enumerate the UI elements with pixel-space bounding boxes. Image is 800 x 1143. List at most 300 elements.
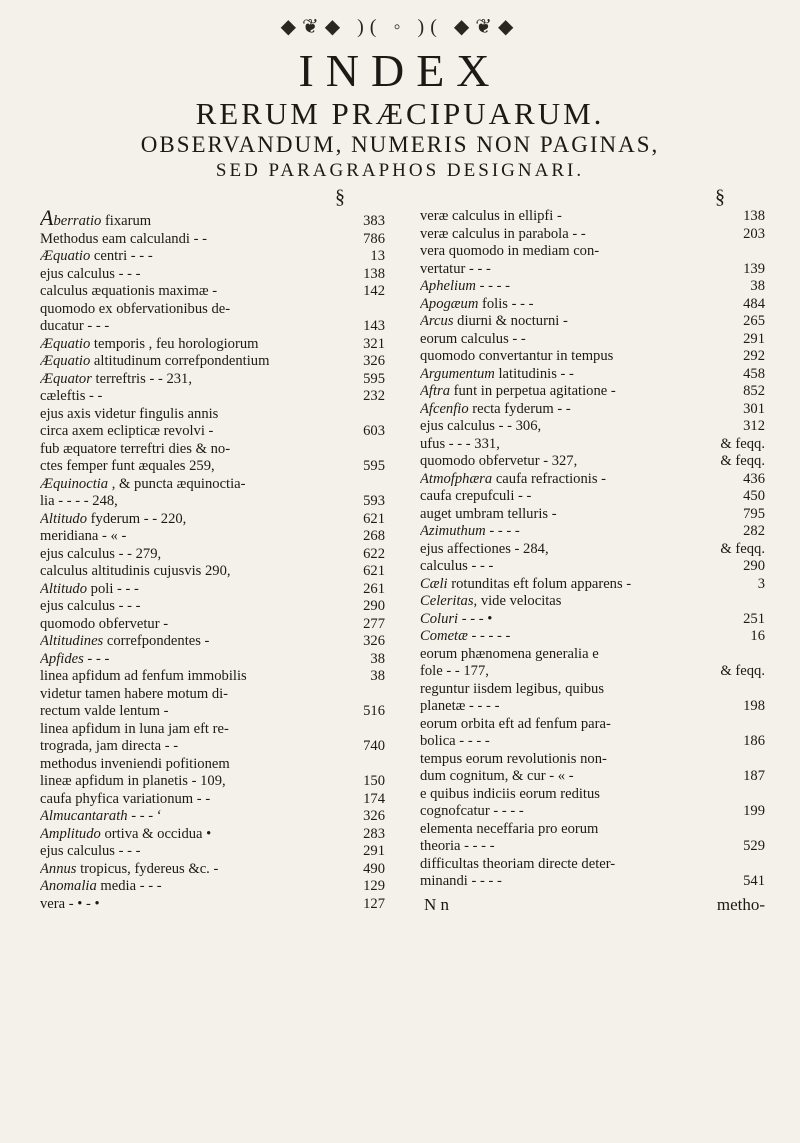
- entry-body: fixarum: [101, 213, 152, 229]
- entry-text: [420, 786, 761, 804]
- entry-paragraph-number: 484: [743, 295, 765, 312]
- entry-head: Altitudo: [40, 580, 88, 597]
- entry-paragraph-number: 232: [363, 388, 385, 404]
- entry-head: Apogæum: [420, 295, 479, 312]
- entry-text: [420, 261, 739, 279]
- entry-paragraph-number: 321: [363, 335, 385, 352]
- index-entry: [40, 581, 385, 599]
- entry-text: [40, 756, 381, 774]
- entry-paragraph-number: 290: [363, 598, 385, 614]
- entry-paragraph-number: 593: [363, 493, 385, 509]
- entry-body: cognofcatur - - - -: [420, 803, 524, 819]
- entry-text: [40, 441, 381, 459]
- index-entry: [420, 698, 765, 716]
- entry-paragraph-number: 301: [743, 400, 765, 417]
- entry-text: [40, 633, 359, 651]
- entry-head: Amplitudo: [40, 825, 101, 842]
- index-entry: [420, 541, 765, 559]
- entry-body: vera quomodo in mediam con-: [420, 243, 600, 259]
- entry-text: [40, 423, 359, 441]
- entry-paragraph-number: 138: [363, 265, 385, 282]
- entry-paragraph-number: 852: [743, 383, 765, 399]
- entry-paragraph-number: 198: [743, 698, 765, 714]
- entry-text: [420, 681, 761, 699]
- entry-text: [40, 826, 359, 844]
- entry-paragraph-number: 127: [363, 895, 385, 912]
- entry-body: meridiana - « -: [40, 528, 127, 544]
- index-entry: [40, 371, 385, 389]
- entry-body: dum cognitum, & cur - « -: [420, 768, 574, 784]
- entry-text: [40, 843, 359, 861]
- index-entry: [40, 878, 385, 896]
- entry-text: [40, 791, 359, 809]
- entry-body: vera - • - •: [40, 895, 100, 912]
- entry-body: tempus eorum revolutionis non-: [420, 750, 607, 767]
- index-entry: [420, 471, 765, 489]
- entry-text: [40, 896, 359, 914]
- entry-body: planetæ - - - -: [420, 698, 500, 714]
- entry-paragraph-number: 265: [743, 313, 765, 329]
- entry-text: [420, 208, 739, 226]
- entry-text: [420, 838, 739, 856]
- entry-paragraph-number: 199: [743, 803, 765, 819]
- entry-body: - - -: [83, 650, 110, 667]
- index-entry: [420, 786, 765, 804]
- entry-body: eorum orbita eft ad fenfum para-: [420, 715, 611, 732]
- entry-text: [420, 453, 716, 471]
- right-entry-list: [420, 208, 765, 891]
- entry-body: eorum phænomena generalia e: [420, 645, 599, 662]
- index-entry: [420, 436, 765, 454]
- index-entry: [420, 366, 765, 384]
- entry-text: [420, 243, 761, 261]
- entry-paragraph-number: 187: [743, 768, 765, 784]
- entry-body: reguntur iisdem legibus, quibus: [420, 680, 605, 697]
- entry-text: [420, 348, 739, 366]
- entry-body: cæleftis - -: [40, 388, 103, 404]
- entry-text: [40, 721, 381, 739]
- index-entry: [420, 751, 765, 769]
- index-entry: [40, 208, 385, 231]
- entry-paragraph-number: 277: [363, 615, 385, 632]
- entry-body: minandi - - - -: [420, 873, 502, 889]
- entry-text: [40, 878, 359, 896]
- entry-body: quomodo obfervetur -: [40, 615, 169, 632]
- entry-body: ctes femper funt æquales 259,: [40, 458, 215, 474]
- entry-body: funt in perpetua agitatione -: [450, 383, 616, 399]
- entry-text: [420, 418, 739, 436]
- entry-text: [420, 278, 746, 296]
- entry-body: ejus calculus - - -: [40, 265, 141, 282]
- entry-paragraph-number: 312: [743, 418, 765, 434]
- index-entry: [420, 313, 765, 331]
- entry-text: [420, 803, 739, 821]
- index-entry: [40, 738, 385, 756]
- entry-body: media - - -: [96, 878, 162, 894]
- entry-body: centri - - -: [90, 248, 153, 264]
- index-entry: [40, 808, 385, 826]
- index-entry: [40, 843, 385, 861]
- entry-body: videtur tamen habere motum di-: [40, 685, 229, 702]
- entry-head: Coluri: [420, 610, 459, 627]
- index-entry: [420, 488, 765, 506]
- entry-head: Aftra: [420, 383, 450, 399]
- entry-body: folis - - -: [478, 295, 534, 312]
- entry-text: [40, 686, 381, 704]
- entry-paragraph-number: 326: [363, 353, 385, 369]
- entry-body: - - - •: [458, 610, 493, 627]
- entry-text: [420, 436, 716, 454]
- entry-text: [420, 873, 739, 891]
- entry-text: [40, 388, 359, 406]
- entry-text: [420, 506, 739, 524]
- entry-paragraph-number: 450: [743, 488, 765, 504]
- entry-text: [40, 738, 359, 756]
- entry-body: eorum calculus - -: [420, 330, 526, 347]
- entry-text: [420, 593, 761, 611]
- index-entry: [420, 733, 765, 751]
- entry-text: [40, 336, 359, 354]
- entry-body: ejus affectiones - 284,: [420, 540, 549, 557]
- entry-text: [420, 313, 739, 331]
- index-entry: [40, 318, 385, 336]
- entry-text: [420, 471, 739, 489]
- entry-body: temporis , feu horologiorum: [90, 335, 259, 352]
- index-entry: [420, 523, 765, 541]
- entry-head: Altitudines: [40, 633, 104, 649]
- entry-text: [420, 558, 739, 576]
- entry-paragraph-number: 603: [363, 423, 385, 439]
- entry-text: [420, 331, 739, 349]
- entry-body: lineæ apfidum in planetis - 109,: [40, 773, 226, 789]
- entry-body: diurni & nocturni -: [453, 313, 568, 329]
- entry-body: ufus - - - 331,: [420, 435, 500, 452]
- index-entry: [40, 651, 385, 669]
- entry-body: latitudinis - -: [494, 365, 574, 382]
- note-line-1: OBSERVANDUM, NUMERIS NON PAGINAS,: [140, 132, 660, 157]
- entry-paragraph-number: 13: [370, 248, 385, 264]
- entry-text: [420, 628, 746, 646]
- entry-paragraph-number: 292: [743, 348, 765, 364]
- index-entry: [420, 768, 765, 786]
- entry-head: Atmofphæra: [420, 470, 493, 487]
- index-entry: [40, 336, 385, 354]
- entry-paragraph-number: & feqq.: [720, 453, 765, 469]
- entry-paragraph-number: 129: [363, 878, 385, 894]
- index-entry: [420, 331, 765, 349]
- entry-text: [420, 383, 739, 401]
- entry-body: ejus calculus - - -: [40, 843, 141, 859]
- entry-paragraph-number: 490: [363, 860, 385, 877]
- entry-text: [40, 476, 381, 494]
- entry-body: Methodus eam calculandi - -: [40, 230, 207, 247]
- index-entry: [40, 458, 385, 476]
- entry-text: [40, 231, 359, 249]
- entry-head: Æquatio: [40, 335, 91, 352]
- entry-text: [40, 353, 359, 371]
- entry-paragraph-number: 458: [743, 365, 765, 382]
- index-entry: [420, 418, 765, 436]
- entry-text: [40, 318, 359, 336]
- entry-text: [40, 301, 381, 319]
- entry-text: [420, 523, 739, 541]
- entry-head: Cæli: [420, 575, 448, 592]
- entry-body: , vide velocitas: [473, 593, 562, 609]
- entry-body: quomodo convertantur in tempus: [420, 348, 614, 364]
- entry-body: quomodo obfervetur - 327,: [420, 453, 578, 469]
- entry-paragraph-number: 541: [743, 873, 765, 889]
- index-entry: [40, 248, 385, 266]
- entry-paragraph-number: 186: [743, 733, 765, 749]
- entry-head: Celeritas: [420, 593, 474, 609]
- entry-body: ejus calculus - - -: [40, 598, 141, 614]
- entry-head: Æquatio: [40, 248, 91, 264]
- entry-paragraph-number: 38: [750, 278, 765, 294]
- entry-paragraph-number: 261: [363, 580, 385, 597]
- entry-paragraph-number: 142: [363, 283, 385, 299]
- entry-text: [420, 733, 739, 751]
- page-subtitle: RERUM PRÆCIPUARUM.: [195, 96, 605, 131]
- entry-text: [420, 698, 739, 716]
- entry-body: caufa refractionis -: [492, 470, 607, 487]
- entry-paragraph-number: & feqq.: [720, 540, 765, 557]
- entry-text: [40, 861, 359, 879]
- entry-head: Annus: [40, 860, 77, 877]
- entry-text: [40, 458, 359, 476]
- entry-text: [40, 511, 359, 529]
- entry-body: vertatur - - -: [420, 260, 491, 277]
- entry-body: quomodo ex obfervationibus de-: [40, 300, 231, 317]
- entry-body: - - - ‘: [127, 808, 162, 824]
- entry-text: [420, 611, 739, 629]
- entry-body: correfpondentes -: [103, 633, 210, 649]
- entry-text: [420, 576, 754, 594]
- entry-text: [420, 751, 761, 769]
- entry-head: Argumentum: [420, 365, 495, 382]
- index-entry: [420, 558, 765, 576]
- entry-paragraph-number: 174: [363, 790, 385, 807]
- entry-text: [40, 248, 366, 266]
- entry-paragraph-number: 621: [363, 563, 385, 579]
- entry-text: [40, 616, 359, 634]
- entry-head: Arcus: [420, 313, 454, 329]
- signature-mark: N n: [424, 894, 450, 914]
- entry-text: [420, 401, 739, 419]
- index-entry: [420, 663, 765, 681]
- entry-text: [420, 821, 761, 839]
- index-entry: [40, 476, 385, 494]
- left-entry-list: [40, 208, 385, 913]
- entry-text: [420, 541, 716, 559]
- entry-head: Anomalia: [40, 878, 97, 894]
- entry-body: trograda, jam directa - -: [40, 738, 179, 754]
- index-entry: [40, 896, 385, 914]
- index-entry: [420, 576, 765, 594]
- entry-body: ejus axis videtur fingulis annis: [40, 405, 219, 422]
- entry-body: ducatur - - -: [40, 318, 110, 334]
- index-entry: [420, 628, 765, 646]
- index-entry: [420, 401, 765, 419]
- entry-body: rotunditas eft folum apparens -: [447, 575, 632, 592]
- index-entry: [40, 266, 385, 284]
- index-entry: [420, 821, 765, 839]
- initial-capital: A: [40, 208, 54, 230]
- entry-paragraph-number: 622: [363, 545, 385, 562]
- index-entry: [420, 856, 765, 874]
- index-entry: [40, 423, 385, 441]
- entry-body: difficultas theoriam directe deter-: [420, 855, 616, 872]
- entry-paragraph-number: & feqq.: [720, 663, 765, 679]
- index-entry: [40, 441, 385, 459]
- index-entry: [40, 773, 385, 791]
- entry-body: veræ calculus in parabola - -: [420, 225, 586, 242]
- entry-head: [40, 208, 102, 230]
- entry-text: [40, 651, 366, 669]
- entry-body: calculus altitudinis cujusvis 290,: [40, 563, 231, 579]
- entry-text: [40, 563, 359, 581]
- entry-body: methodus inveniendi pofitionem: [40, 755, 230, 772]
- entry-paragraph-number: 251: [743, 610, 765, 627]
- entry-body: linea apfidum ad fenfum immobilis: [40, 668, 247, 684]
- entry-text: [40, 208, 359, 231]
- index-entry: [40, 826, 385, 844]
- entry-body: fole - - 177,: [420, 663, 489, 679]
- entry-text: [40, 283, 359, 301]
- entry-body: e quibus indiciis eorum reditus: [420, 785, 600, 802]
- page-title: INDEX: [298, 45, 502, 96]
- entry-paragraph-number: 38: [370, 668, 385, 684]
- entry-body: ejus calculus - - 279,: [40, 545, 162, 562]
- entry-paragraph-number: 150: [363, 773, 385, 789]
- index-entry: [40, 546, 385, 564]
- entry-text: [40, 598, 359, 616]
- entry-body: caufa crepufculi - -: [420, 488, 532, 504]
- entry-text: [40, 703, 359, 721]
- index-entry: [420, 873, 765, 891]
- entry-paragraph-number: 740: [363, 738, 385, 754]
- entry-body: tropicus, fydereus &c. -: [76, 860, 219, 877]
- right-column: [420, 186, 765, 915]
- index-entry: [40, 598, 385, 616]
- entry-text: [40, 371, 359, 389]
- index-entry: [40, 231, 385, 249]
- entry-text: [40, 406, 381, 424]
- entry-text: [420, 296, 739, 314]
- entry-head: Azimuthum: [420, 523, 486, 539]
- entry-text: [40, 668, 366, 686]
- entry-body: poli - - -: [87, 580, 139, 597]
- entry-text: [40, 546, 359, 564]
- entry-text: [40, 581, 359, 599]
- entry-body: recta fyderum - -: [468, 400, 571, 417]
- entry-body: fub æquatore terreftri dies & no-: [40, 440, 231, 457]
- index-entry: [40, 353, 385, 371]
- entry-paragraph-number: 3: [757, 575, 765, 592]
- entry-text: [40, 773, 359, 791]
- entry-body: calculus - - -: [420, 558, 494, 574]
- entry-head: Almucantarath: [40, 808, 128, 824]
- entry-text: [420, 226, 739, 244]
- index-entry: [420, 296, 765, 314]
- entry-paragraph-number: 326: [363, 633, 385, 649]
- entry-paragraph-number: 290: [743, 558, 765, 574]
- entry-paragraph-number: & feqq.: [720, 435, 765, 452]
- index-entry: [420, 278, 765, 296]
- entry-body: , & puncta æquinoctia-: [108, 475, 246, 492]
- entry-body: caufa phyfica variationum - -: [40, 790, 211, 807]
- entry-body: altitudinum correfpondentium: [90, 353, 270, 369]
- section-mark-left: §: [335, 186, 345, 208]
- entry-paragraph-number: 282: [743, 523, 765, 539]
- entry-paragraph-number: 326: [363, 808, 385, 824]
- index-entry: [40, 528, 385, 546]
- index-entry: [420, 838, 765, 856]
- entry-body: veræ calculus in ellipfi -: [420, 208, 562, 224]
- index-entry: [40, 686, 385, 704]
- index-entry: [420, 208, 765, 226]
- entry-body: - - - - -: [467, 628, 511, 644]
- page-footer: [420, 895, 765, 915]
- index-entry: [420, 716, 765, 734]
- entry-paragraph-number: 621: [363, 510, 385, 527]
- entry-body: lia - - - - 248,: [40, 493, 118, 509]
- entry-body: bolica - - - -: [420, 733, 490, 749]
- catchword: metho-: [716, 894, 765, 914]
- entry-paragraph-number: 291: [363, 843, 385, 859]
- entry-head: Æquator: [40, 370, 92, 387]
- index-entry: [420, 348, 765, 366]
- entry-head: Afcenfio: [420, 400, 469, 417]
- index-entry: [420, 611, 765, 629]
- note-line-2: SED PARAGRAPHOS DESIGNARI.: [215, 160, 585, 181]
- index-entry: [40, 861, 385, 879]
- section-mark-right: §: [715, 186, 725, 208]
- entry-text: [420, 768, 739, 786]
- index-entry: [420, 226, 765, 244]
- entry-body: terreftris - - 231,: [91, 370, 192, 387]
- entry-text: [40, 808, 359, 826]
- entry-paragraph-number: 529: [743, 838, 765, 854]
- entry-body: circa axem eclipticæ revolvi -: [40, 423, 214, 439]
- entry-text: [40, 528, 359, 546]
- index-entry: [420, 383, 765, 401]
- entry-body: - - - -: [485, 523, 520, 539]
- entry-body: rectum valde lentum -: [40, 703, 169, 719]
- entry-body: elementa neceffaria pro eorum: [420, 820, 599, 837]
- index-entry: [40, 791, 385, 809]
- entry-text: [420, 366, 739, 384]
- entry-text: [420, 488, 739, 506]
- index-entry: [40, 493, 385, 511]
- entry-head-rest: berratio: [53, 213, 102, 229]
- entry-text: [420, 663, 716, 681]
- entry-paragraph-number: 786: [363, 230, 385, 247]
- entry-paragraph-number: 203: [743, 225, 765, 242]
- entry-head: Æquatio: [40, 353, 91, 369]
- entry-head: Æquinoctia: [40, 475, 109, 492]
- index-entry: [40, 406, 385, 424]
- entry-body: auget umbram telluris -: [420, 505, 557, 522]
- entry-body: theoria - - - -: [420, 838, 495, 854]
- index-entry: [40, 511, 385, 529]
- entry-paragraph-number: 795: [743, 505, 765, 522]
- entry-body: fyderum - - 220,: [87, 510, 187, 527]
- left-column: [40, 186, 385, 913]
- entry-body: - - - -: [475, 278, 510, 294]
- index-entry: [40, 301, 385, 319]
- index-entry: [420, 681, 765, 699]
- entry-paragraph-number: 268: [363, 528, 385, 544]
